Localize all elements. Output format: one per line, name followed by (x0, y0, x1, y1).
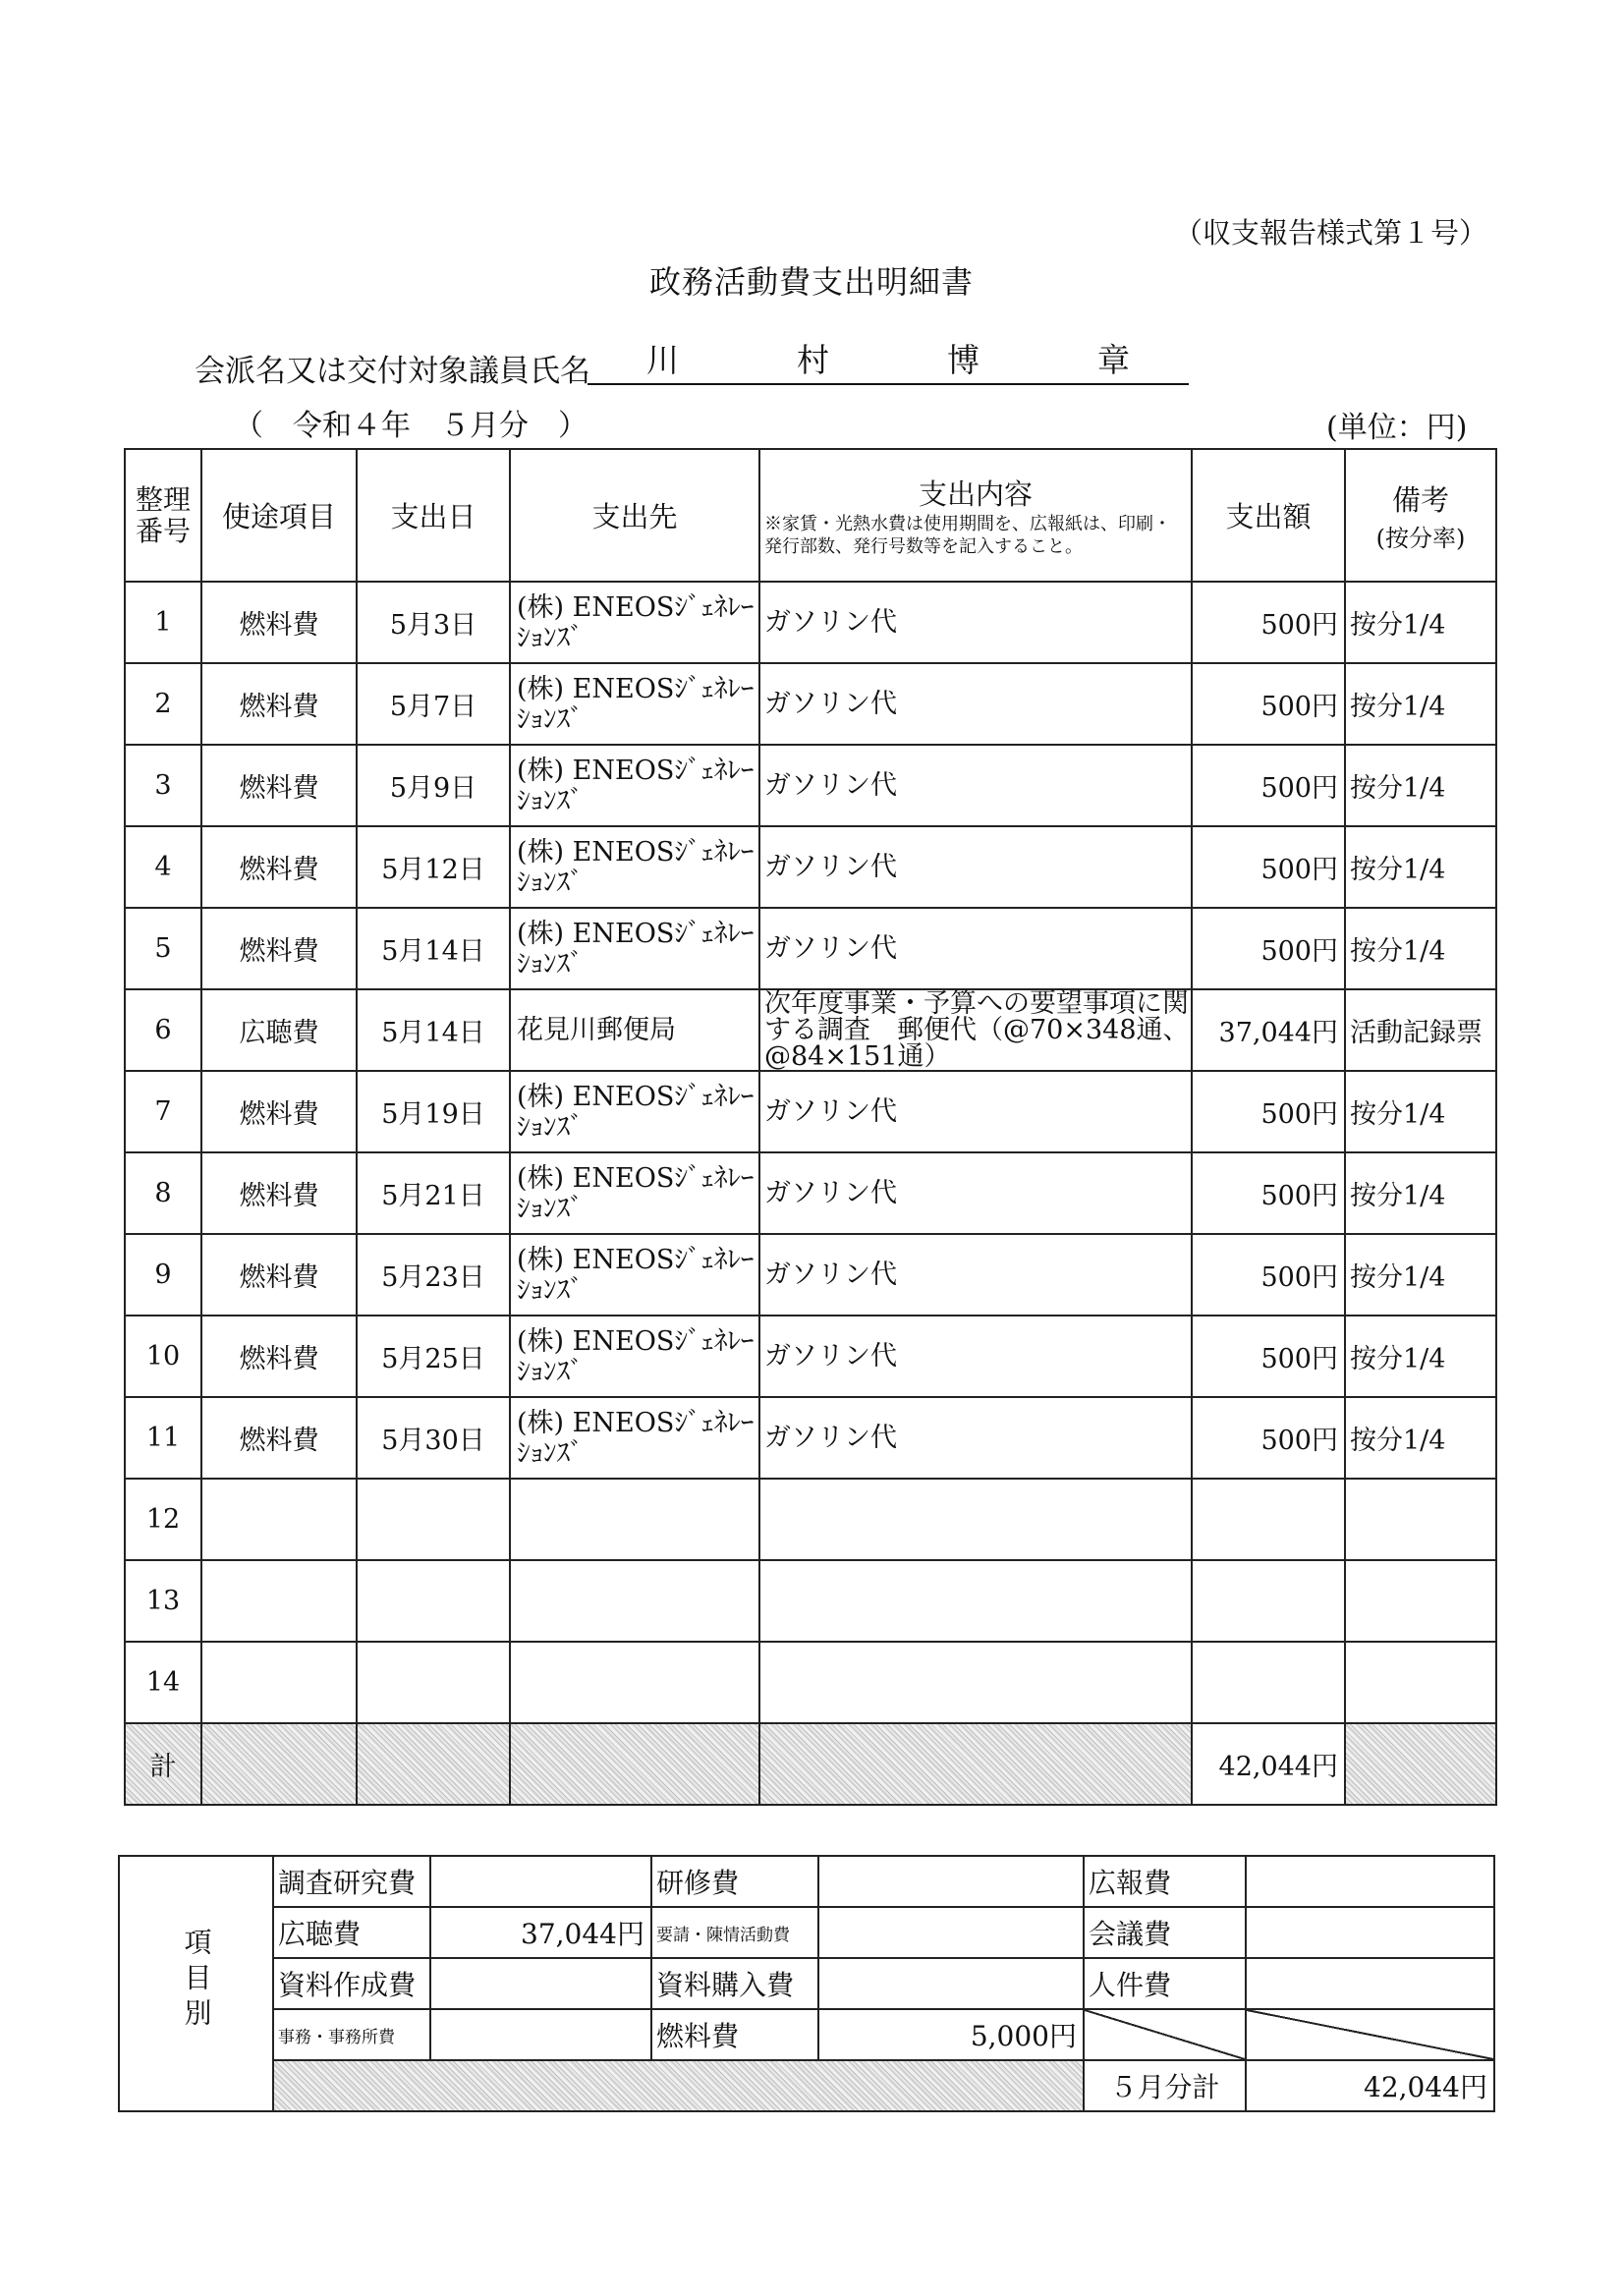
diagonal-cell (1246, 2009, 1494, 2060)
category-row (119, 1856, 1494, 1907)
table-row (125, 745, 1496, 826)
category-label: 広報費 (1084, 1856, 1246, 1907)
row-remarks (1345, 1642, 1496, 1723)
row-purpose: 燃料費 (201, 1397, 357, 1479)
row-content (759, 1479, 1192, 1560)
category-total-row (119, 2060, 1494, 2111)
col-remarks-sub: (按分率) (1375, 524, 1466, 552)
row-content: ガソリン代 (759, 1152, 1192, 1234)
row-date: 5月21日 (357, 1152, 510, 1234)
category-value (818, 1856, 1084, 1907)
table-row (125, 663, 1496, 745)
row-remarks: 按分1/4 (1345, 1397, 1496, 1479)
category-label: 研修費 (651, 1856, 818, 1907)
row-purpose: 燃料費 (201, 745, 357, 826)
row-purpose: 燃料費 (201, 1071, 357, 1152)
row-amount: 500円 (1192, 1071, 1345, 1152)
month-total-value: 42,044円 (1246, 2060, 1494, 2111)
row-remarks: 活動記録票 (1345, 989, 1496, 1071)
category-label: 人件費 (1084, 1958, 1246, 2009)
row-date (357, 1642, 510, 1723)
table-row (125, 1642, 1496, 1723)
row-payee: (株) ENEOSｼﾞｪﾈﾚｰｼｮﾝｽﾞ (510, 663, 759, 745)
row-amount: 500円 (1192, 1234, 1345, 1316)
category-value (1246, 1958, 1494, 2009)
col-content-note: ※家賃・光熱水費は使用期間を、広報紙は、印刷・発行部数、発行号数等を記入すること。 (764, 514, 1171, 557)
row-date: 5月3日 (357, 582, 510, 663)
expense-table (124, 448, 1497, 1806)
row-no: 1 (125, 582, 201, 663)
row-purpose: 燃料費 (201, 826, 357, 908)
category-label: 会議費 (1084, 1907, 1246, 1958)
category-table (118, 1855, 1495, 2112)
row-amount (1192, 1560, 1345, 1642)
name-char: 川 (646, 341, 679, 379)
row-remarks (1345, 1479, 1496, 1560)
row-amount: 500円 (1192, 582, 1345, 663)
col-remarks (1345, 449, 1496, 582)
row-amount (1192, 1642, 1345, 1723)
row-no: 8 (125, 1152, 201, 1234)
category-value (430, 2009, 651, 2060)
table-row (125, 1152, 1496, 1234)
shaded-cell (201, 1723, 357, 1805)
row-date (357, 1560, 510, 1642)
category-label: 燃料費 (651, 2009, 818, 2060)
row-remarks: 按分1/4 (1345, 908, 1496, 989)
row-no: 10 (125, 1316, 201, 1397)
row-no: 4 (125, 826, 201, 908)
row-date (357, 1479, 510, 1560)
row-payee: (株) ENEOSｼﾞｪﾈﾚｰｼｮﾝｽﾞ (510, 826, 759, 908)
row-content: ガソリン代 (759, 1071, 1192, 1152)
row-no: 12 (125, 1479, 201, 1560)
category-value: 5,000円 (818, 2009, 1084, 2060)
row-amount: 37,044円 (1192, 989, 1345, 1071)
row-payee: 花見川郵便局 (510, 989, 759, 1071)
col-payee: 支出先 (510, 449, 759, 582)
row-content: ガソリン代 (759, 1397, 1192, 1479)
month-total-label: ５月分計 (1084, 2060, 1246, 2111)
row-remarks: 按分1/4 (1345, 582, 1496, 663)
row-purpose: 燃料費 (201, 1316, 357, 1397)
row-date: 5月9日 (357, 745, 510, 826)
category-value (818, 1958, 1084, 2009)
row-remarks (1345, 1560, 1496, 1642)
row-date: 5月7日 (357, 663, 510, 745)
row-purpose (201, 1560, 357, 1642)
shaded-cell (357, 1723, 510, 1805)
row-payee: (株) ENEOSｼﾞｪﾈﾚｰｼｮﾝｽﾞ (510, 1397, 759, 1479)
row-purpose: 燃料費 (201, 908, 357, 989)
form-number: （収支報告様式第１号） (1174, 216, 1488, 250)
row-content: ガソリン代 (759, 908, 1192, 989)
row-payee (510, 1642, 759, 1723)
row-content: ガソリン代 (759, 1234, 1192, 1316)
row-payee (510, 1560, 759, 1642)
col-remarks-title: 備考 (1391, 482, 1449, 517)
col-date: 支出日 (357, 449, 510, 582)
row-date: 5月19日 (357, 1071, 510, 1152)
row-purpose: 広聴費 (201, 989, 357, 1071)
row-content: ガソリン代 (759, 582, 1192, 663)
col-content (759, 449, 1192, 582)
row-remarks: 按分1/4 (1345, 1234, 1496, 1316)
page-title: 政務活動費支出明細書 (648, 263, 974, 301)
row-no: 14 (125, 1642, 201, 1723)
col-purpose: 使途項目 (201, 449, 357, 582)
category-row (119, 2009, 1494, 2060)
category-label: 調査研究費 (273, 1856, 430, 1907)
table-row (125, 1397, 1496, 1479)
row-amount: 500円 (1192, 1397, 1345, 1479)
table-row (125, 989, 1496, 1071)
row-payee: (株) ENEOSｼﾞｪﾈﾚｰｼｮﾝｽﾞ (510, 745, 759, 826)
row-payee (510, 1479, 759, 1560)
row-payee: (株) ENEOSｼﾞｪﾈﾚｰｼｮﾝｽﾞ (510, 1316, 759, 1397)
row-purpose: 燃料費 (201, 1152, 357, 1234)
diagonal-cell (1084, 2009, 1246, 2060)
category-value (1246, 1907, 1494, 1958)
category-label: 要請・陳情活動費 (651, 1907, 818, 1958)
row-payee: (株) ENEOSｼﾞｪﾈﾚｰｼｮﾝｽﾞ (510, 1071, 759, 1152)
category-row (119, 1958, 1494, 2009)
row-amount: 500円 (1192, 908, 1345, 989)
row-purpose: 燃料費 (201, 1234, 357, 1316)
row-no: 11 (125, 1397, 201, 1479)
name-value (588, 341, 1189, 385)
col-no: 整理番号 (125, 449, 201, 582)
shaded-cell (1345, 1723, 1496, 1805)
row-amount: 500円 (1192, 1316, 1345, 1397)
table-row (125, 1479, 1496, 1560)
category-value (818, 1907, 1084, 1958)
row-content: ガソリン代 (759, 745, 1192, 826)
row-date: 5月14日 (357, 989, 510, 1071)
row-payee: (株) ENEOSｼﾞｪﾈﾚｰｼｮﾝｽﾞ (510, 1234, 759, 1316)
row-purpose: 燃料費 (201, 663, 357, 745)
row-amount: 500円 (1192, 826, 1345, 908)
name-char: 章 (1097, 341, 1130, 379)
category-label: 事務・事務所費 (273, 2009, 430, 2060)
table-row (125, 582, 1496, 663)
row-no: 6 (125, 989, 201, 1071)
row-no: 5 (125, 908, 201, 989)
shaded-cell (273, 2060, 1084, 2111)
table-row (125, 1071, 1496, 1152)
row-no: 2 (125, 663, 201, 745)
row-amount: 500円 (1192, 745, 1345, 826)
table-row (125, 1234, 1496, 1316)
category-label: 資料購入費 (651, 1958, 818, 2009)
category-value: 37,044円 (430, 1907, 651, 1958)
category-section-label (119, 1856, 273, 2111)
category-value (430, 1856, 651, 1907)
row-date: 5月25日 (357, 1316, 510, 1397)
col-content-title: 支出内容 (918, 477, 1033, 511)
row-payee: (株) ENEOSｼﾞｪﾈﾚｰｼｮﾝｽﾞ (510, 908, 759, 989)
category-row (119, 1907, 1494, 1958)
name-char: 村 (797, 341, 829, 379)
category-value (1246, 1856, 1494, 1907)
category-label: 広聴費 (273, 1907, 430, 1958)
row-content: ガソリン代 (759, 826, 1192, 908)
row-purpose: 燃料費 (201, 582, 357, 663)
row-remarks: 按分1/4 (1345, 1152, 1496, 1234)
row-remarks: 按分1/4 (1345, 1071, 1496, 1152)
shaded-cell (510, 1723, 759, 1805)
name-char: 博 (947, 341, 979, 379)
category-label: 資料作成費 (273, 1958, 430, 2009)
row-content: 次年度事業・予算への要望事項に関する調査 郵便代（@70×348通、@84×151通） (759, 989, 1192, 1071)
row-no: 9 (125, 1234, 201, 1316)
category-section-text: 項目別 (180, 1927, 213, 2034)
row-remarks: 按分1/4 (1345, 826, 1496, 908)
row-no: 3 (125, 745, 201, 826)
table-row (125, 1560, 1496, 1642)
row-content: ガソリン代 (759, 663, 1192, 745)
category-value (430, 1958, 651, 2009)
table-header (125, 449, 1496, 582)
row-no: 7 (125, 1071, 201, 1152)
row-date: 5月14日 (357, 908, 510, 989)
row-purpose (201, 1479, 357, 1560)
total-row (125, 1723, 1496, 1805)
row-date: 5月12日 (357, 826, 510, 908)
table-row (125, 908, 1496, 989)
row-remarks: 按分1/4 (1345, 745, 1496, 826)
row-payee: (株) ENEOSｼﾞｪﾈﾚｰｼｮﾝｽﾞ (510, 1152, 759, 1234)
row-amount: 500円 (1192, 1152, 1345, 1234)
period: （ 令和４年 ５月分 ） (234, 409, 588, 443)
row-amount (1192, 1479, 1345, 1560)
row-amount: 500円 (1192, 663, 1345, 745)
table-row (125, 1316, 1496, 1397)
row-date: 5月23日 (357, 1234, 510, 1316)
shaded-cell (759, 1723, 1192, 1805)
unit-label: (単位：円) (1326, 411, 1468, 445)
total-label: 計 (125, 1723, 201, 1805)
row-content: ガソリン代 (759, 1316, 1192, 1397)
total-amount: 42,044円 (1192, 1723, 1345, 1805)
row-date: 5月30日 (357, 1397, 510, 1479)
row-content (759, 1642, 1192, 1723)
row-payee: (株) ENEOSｼﾞｪﾈﾚｰｼｮﾝｽﾞ (510, 582, 759, 663)
row-remarks: 按分1/4 (1345, 1316, 1496, 1397)
col-amount: 支出額 (1192, 449, 1345, 582)
name-label: 会派名又は交付対象議員氏名 (195, 354, 590, 389)
row-remarks: 按分1/4 (1345, 663, 1496, 745)
row-purpose (201, 1642, 357, 1723)
row-no: 13 (125, 1560, 201, 1642)
row-content (759, 1560, 1192, 1642)
table-row (125, 826, 1496, 908)
